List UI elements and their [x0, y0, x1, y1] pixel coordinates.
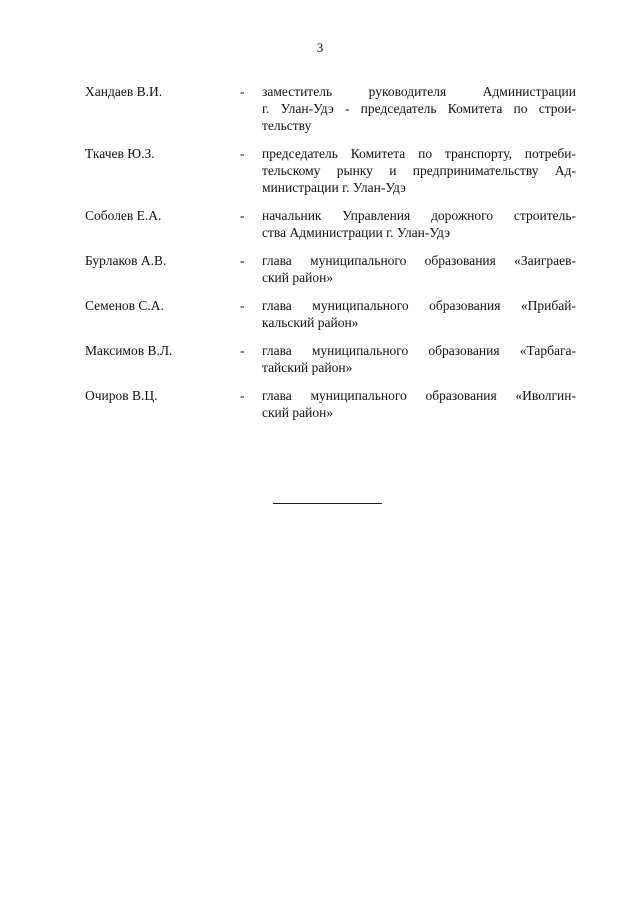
member-name: Хандаев В.И.: [85, 84, 163, 99]
position-line: тельству: [262, 118, 312, 133]
position-line: ский район»: [262, 405, 334, 420]
dash-separator: -: [240, 298, 245, 313]
member-position: [262, 83, 576, 134]
member-position: [262, 145, 576, 196]
member-entry-burlakov: [0, 252, 640, 297]
dash-separator: -: [240, 84, 245, 99]
position-line: заместитель руководителя Администрации: [262, 84, 576, 99]
position-line: министрации г. Улан-Удэ: [262, 180, 406, 195]
position-line: кальский район»: [262, 315, 359, 330]
dash-separator: -: [240, 146, 245, 161]
member-name: Семенов С.А.: [85, 298, 164, 313]
dash-separator: -: [240, 208, 245, 223]
position-line: тельскому рынку и предпринимательству Ад-: [262, 163, 576, 178]
position-line: глава муниципального образования «Иволгин-: [262, 388, 576, 403]
member-entry-tkachev: [0, 145, 640, 207]
position-line: председатель Комитета по транспорту, потреби-: [262, 146, 576, 161]
member-position: [262, 387, 576, 421]
page-number: 3: [316, 40, 324, 55]
position-line: глава муниципального образования «Тарбага-: [262, 343, 576, 358]
member-name: Бурлаков А.В.: [85, 253, 167, 268]
position-line: г. Улан-Удэ - председатель Комитета по строи-: [262, 101, 576, 116]
dash-separator: -: [240, 343, 245, 358]
position-line: глава муниципального образования «Заиграев-: [262, 253, 576, 268]
member-position: [262, 207, 576, 241]
member-entry-ochirov: [0, 387, 640, 432]
dash-separator: -: [240, 253, 245, 268]
position-line: начальник Управления дорожного строитель-: [262, 208, 576, 223]
position-line: тайский район»: [262, 360, 353, 375]
member-entry-khandaev: [0, 83, 640, 145]
dash-separator: -: [240, 388, 245, 403]
position-line: глава муниципального образования «Прибай-: [262, 298, 576, 313]
member-name: Очиров В.Ц.: [85, 388, 158, 403]
member-position: [262, 342, 576, 376]
member-name: Максимов В.Л.: [85, 343, 173, 358]
member-name: Ткачев Ю.З.: [85, 146, 155, 161]
position-line: ский район»: [262, 270, 334, 285]
position-line: ства Администрации г. Улан-Удэ: [262, 225, 451, 240]
member-entry-semenov: [0, 297, 640, 342]
member-name: Соболев Е.А.: [85, 208, 162, 223]
member-position: [262, 297, 576, 331]
member-list: [0, 83, 640, 432]
member-position: [262, 252, 576, 286]
end-separator-line: [273, 503, 382, 504]
member-entry-maksimov: [0, 342, 640, 387]
member-entry-sobolev: [0, 207, 640, 252]
